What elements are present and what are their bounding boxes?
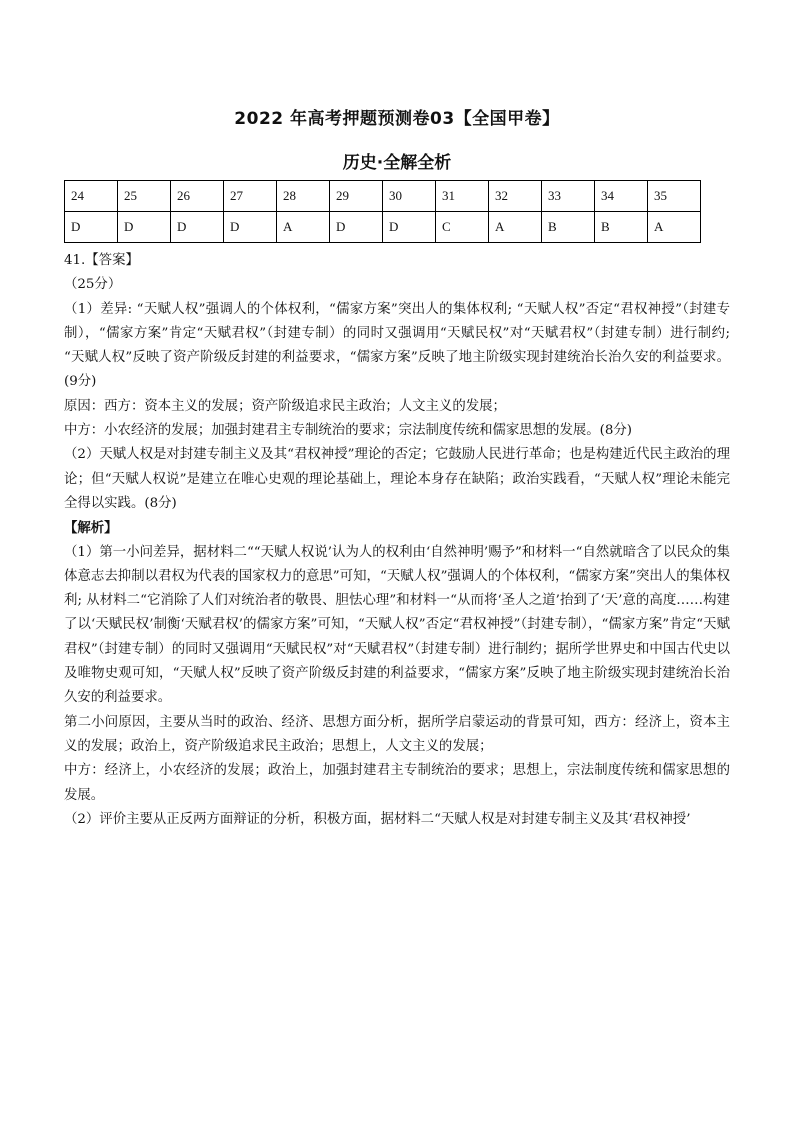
answer-part-1: （1）差异: “天赋人权”强调人的个体权利，“儒家方案”突出人的集体权利; “天赋人权”否定“君权神授”（封建专制），“儒家方案”肯定“天赋君权”（封建专制）的同时又强调用“天赋民权”对“天赋君权”（封建专制）进行制约; “天赋人权”反映了资产阶级反封建的利益要求，“儒家方案”反映了地主阶级实现封建统治长治久安的利益要求。(9分) (64, 301, 730, 390)
answer-cell: D (383, 212, 436, 243)
answer-part-2: （2）天赋人权是对封建专制主义及其“君权神授”理论的否定；它鼓励人民进行革命；也是构建近代民主政治的理论；但“天赋人权说”是建立在唯心史观的理论基础上，理论本身存在缺陷；政治实践看，“天赋人权”理论未能完全得以实践。(8分) (64, 447, 730, 511)
question-number-cell: 35 (648, 181, 701, 212)
page-title: 2022 年高考押题预测卷03【全国甲卷】 (234, 109, 560, 129)
answer-cell: A (648, 212, 701, 243)
question-number-cell: 24 (65, 181, 118, 212)
answer-cell: D (224, 212, 277, 243)
answer-row (65, 212, 701, 243)
page-subtitle: 历史·全解全析 (342, 153, 452, 173)
question-number-cell: 31 (436, 181, 489, 212)
question-number-cell: 32 (489, 181, 542, 212)
answer-cell: B (595, 212, 648, 243)
answer-cell: B (542, 212, 595, 243)
analysis-paragraph-4: （2）评价主要从正反两方面辩证的分析，积极方面，据材料二“天赋人权是对封建专制主义及其‘君权神授’ (64, 811, 691, 827)
analysis-label: 【解析】 (64, 520, 118, 537)
score-note: （25分） (64, 277, 122, 293)
question-number-row (65, 181, 701, 212)
answer-cell: D (171, 212, 224, 243)
answer-cell: C (436, 212, 489, 243)
question-number-cell: 27 (224, 181, 277, 212)
reason-china: 中方：小农经济的发展；加强封建君主专制统治的要求；宗法制度传统和儒家思想的发展。(8分) (64, 423, 632, 439)
answer-cell: D (65, 212, 118, 243)
answer-table (64, 180, 701, 243)
reason-west: 原因：西方：资本主义的发展；资产阶级追求民主政治；人文主义的发展； (64, 398, 506, 414)
analysis-paragraph-2: 第二小问原因，主要从当时的政治、经济、思想方面分析，据所学启蒙运动的背景可知，西方：经济上，资本主义的发展；政治上，资产阶级追求民主政治；思想上，人文主义的发展； (64, 714, 730, 754)
question-number-cell: 33 (542, 181, 595, 212)
answer-cell: D (330, 212, 383, 243)
question-number-cell: 34 (595, 181, 648, 212)
question-number-cell: 29 (330, 181, 383, 212)
analysis-paragraph-1: （1）第一小问差异，据材料二““天赋人权说’认为人的权利由‘自然神明’赐予”和材料一“自然就暗含了以民众的集体意志去抑制以君权为代表的国家权力的意思”可知，“天赋人权”强调人的个体权利，“儒家方案”突出人的集体权利; 从材料二“它消除了人们对统治者的敬畏、胆怯心理”和材料一“从而将‘圣人之道’抬到了‘天’意的高度……构建了以‘天赋民权’制衡‘天赋君权’的儒家方案”可知，“天赋人权”否定“君权神授”（封建专制），“儒家方案”肯定“天赋君权”（封建专制）的同时又强调用“天赋民权”对“天赋君权”（封建专制）进行制约；据所学世界史和中国古代史以及唯物史观可知，“天赋人权”反映了资产阶级反封建的利益要求，“儒家方案”反映了地主阶级实现封建统治长治久安的利益要求。 (64, 544, 730, 706)
answer-cell: A (489, 212, 542, 243)
question-41-label: 41.【答案】 (64, 253, 139, 268)
question-number-cell: 25 (118, 181, 171, 212)
answer-cell: A (277, 212, 330, 243)
question-number-cell: 28 (277, 181, 330, 212)
question-number-cell: 30 (383, 181, 436, 212)
answer-cell: D (118, 212, 171, 243)
analysis-paragraph-3: 中方：经济上，小农经济的发展；政治上，加强封建君主专制统治的要求；思想上，宗法制度传统和儒家思想的发展。 (64, 763, 730, 803)
question-number-cell: 26 (171, 181, 224, 212)
answer-content (64, 249, 730, 832)
